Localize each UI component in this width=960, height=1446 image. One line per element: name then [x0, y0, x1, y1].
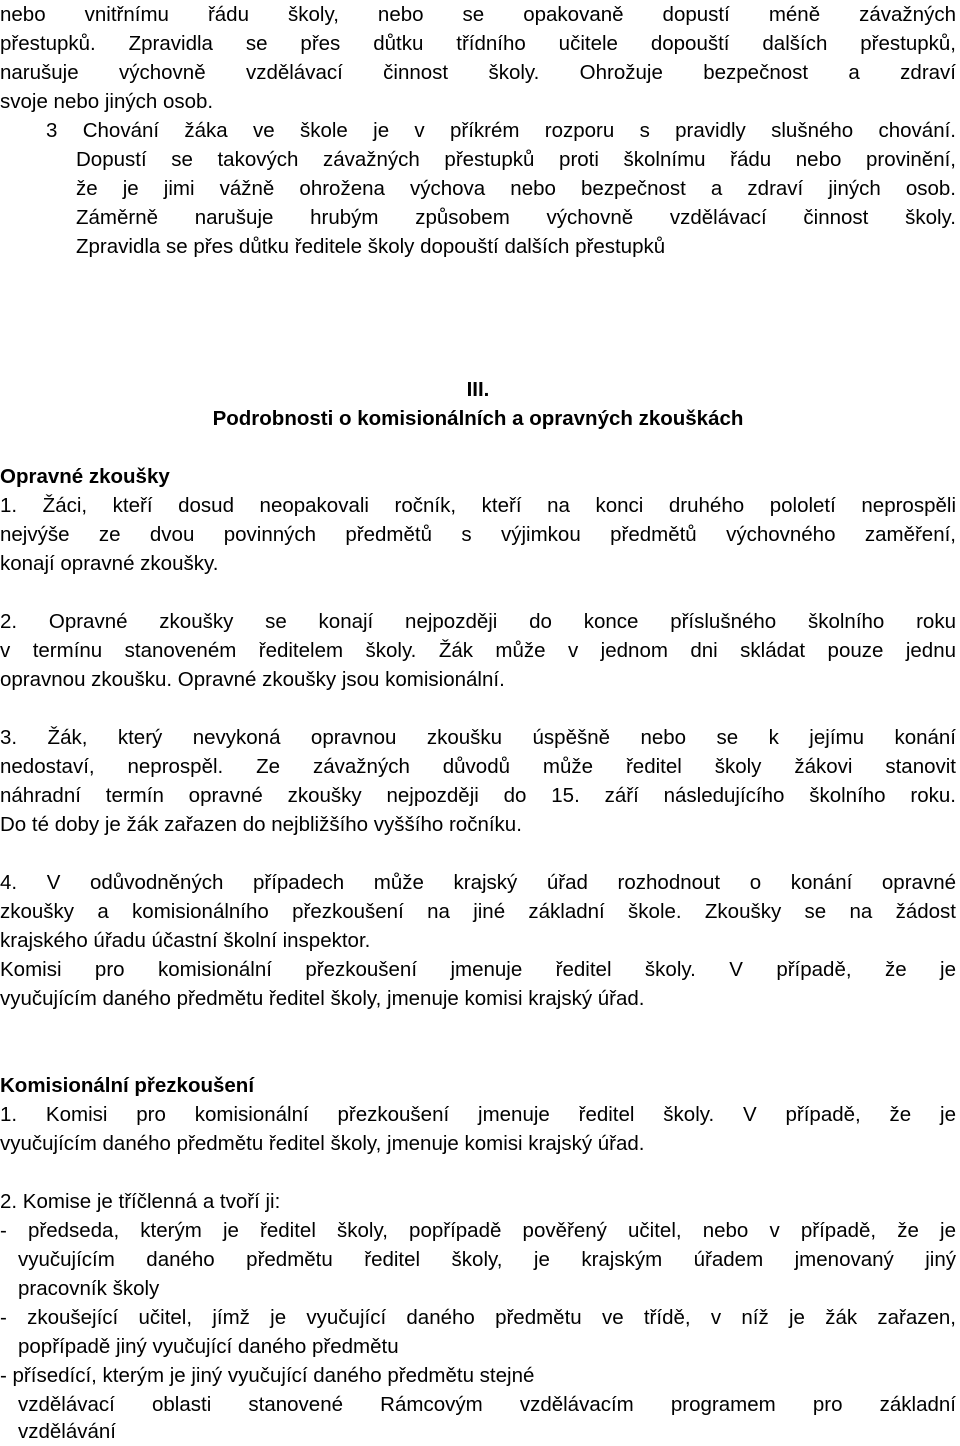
paragraph-line: Zpravidla se přes důtku ředitele školy dopouští dalších přestupků [76, 235, 666, 258]
paragraph-line: 1. Komisi pro komisionální přezkoušení jmenuje ředitel školy. V případě, že je [0, 1103, 956, 1126]
paragraph-line: nejvýše ze dvou povinných předmětů s výjimkou předmětů výchovného zaměření, [0, 523, 956, 546]
paragraph-line: 2. Opravné zkoušky se konají nejpozději do konce příslušného školního roku [0, 610, 956, 633]
paragraph-line: krajského úřadu účastní školní inspektor. [0, 929, 371, 952]
paragraph-line: Komisi pro komisionální přezkoušení jmenuje ředitel školy. V případě, že je [0, 958, 956, 981]
subsection-heading: Opravné zkoušky [0, 465, 170, 488]
paragraph-line: v termínu stanoveném ředitelem školy. Žák může v jednom dni skládat pouze jednu [0, 639, 956, 662]
paragraph-line: svoje nebo jiných osob. [0, 90, 214, 113]
paragraph-line: že je jimi vážně ohrožena výchova nebo bezpečnost a zdraví jiných osob. [76, 177, 956, 200]
paragraph-line: vyučujícím daného předmětu ředitel školy, jmenuje komisi krajský úřad. [0, 1132, 645, 1155]
paragraph-line: 2. Komise je tříčlenná a tvoří ji: [0, 1190, 281, 1213]
list-item-continuation: vzdělávání [18, 1420, 117, 1443]
paragraph-line: 4. V odůvodněných případech může krajský úřad rozhodnout o konání opravné [0, 871, 956, 894]
paragraph-line: 3. Žák, který nevykoná opravnou zkoušku úspěšně nebo se k jejímu konání [0, 726, 956, 749]
list-item: - přísedící, kterým je jiný vyučující daného předmětu stejné [0, 1364, 535, 1387]
paragraph-line: Dopustí se takových závažných přestupků proti školnímu řádu nebo provinění, [76, 148, 956, 171]
list-item-continuation: pracovník školy [18, 1277, 160, 1300]
paragraph-line: vyučujícím daného předmětu ředitel školy, jmenuje komisi krajský úřad. [0, 987, 645, 1010]
paragraph-line: náhradní termín opravné zkoušky nejpozději do 15. září následujícího školního roku. [0, 784, 956, 807]
paragraph-line: 1. Žáci, kteří dosud neopakovali ročník, kteří na konci druhého pololetí neprospěli [0, 494, 956, 517]
paragraph-line: přestupků. Zpravidla se přes důtku třídního učitele dopouští dalších přestupků, [0, 32, 956, 55]
paragraph-line: Do té doby je žák zařazen do nejbližšího vyššího ročníku. [0, 813, 522, 836]
paragraph-line: nedostaví, neprospěl. Ze závažných důvodů může ředitel školy žákovi stanovit [0, 755, 956, 778]
subsection-heading: Komisionální přezkoušení [0, 1074, 255, 1097]
list-item: - předseda, kterým je ředitel školy, popřípadě pověřený učitel, nebo v případě, že je [0, 1219, 956, 1242]
section-title: Podrobnosti o komisionálních a opravných zkouškách [212, 407, 744, 430]
paragraph-line: Záměrně narušuje hrubým způsobem výchovně vzdělávací činnost školy. [76, 206, 956, 229]
list-item-continuation: popřípadě jiný vyučující daného předmětu [18, 1335, 399, 1358]
section-number: III. [466, 378, 490, 401]
paragraph-line: zkoušky a komisionálního přezkoušení na jiné základní škole. Zkoušky se na žádost [0, 900, 956, 923]
paragraph-line: nebo vnitřnímu řádu školy, nebo se opakovaně dopustí méně závažných [0, 3, 956, 26]
paragraph-line: opravnou zkoušku. Opravné zkoušky jsou komisionální. [0, 668, 505, 691]
list-item-continuation: vzdělávací oblasti stanovené Rámcovým vzdělávacím programem pro základní [18, 1393, 956, 1416]
list-item: - zkoušející učitel, jímž je vyučující daného předmětu ve třídě, v níž je žák zařazen, [0, 1306, 956, 1329]
paragraph-line: konají opravné zkoušky. [0, 552, 219, 575]
list-item-continuation: vyučujícím daného předmětu ředitel školy, je krajským úřadem jmenovaný jiný [18, 1248, 956, 1271]
grade-item-3: 3 Chování žáka ve škole je v příkrém rozporu s pravidly slušného chování. [46, 119, 956, 142]
paragraph-line: narušuje výchovně vzdělávací činnost školy. Ohrožuje bezpečnost a zdraví [0, 61, 956, 84]
